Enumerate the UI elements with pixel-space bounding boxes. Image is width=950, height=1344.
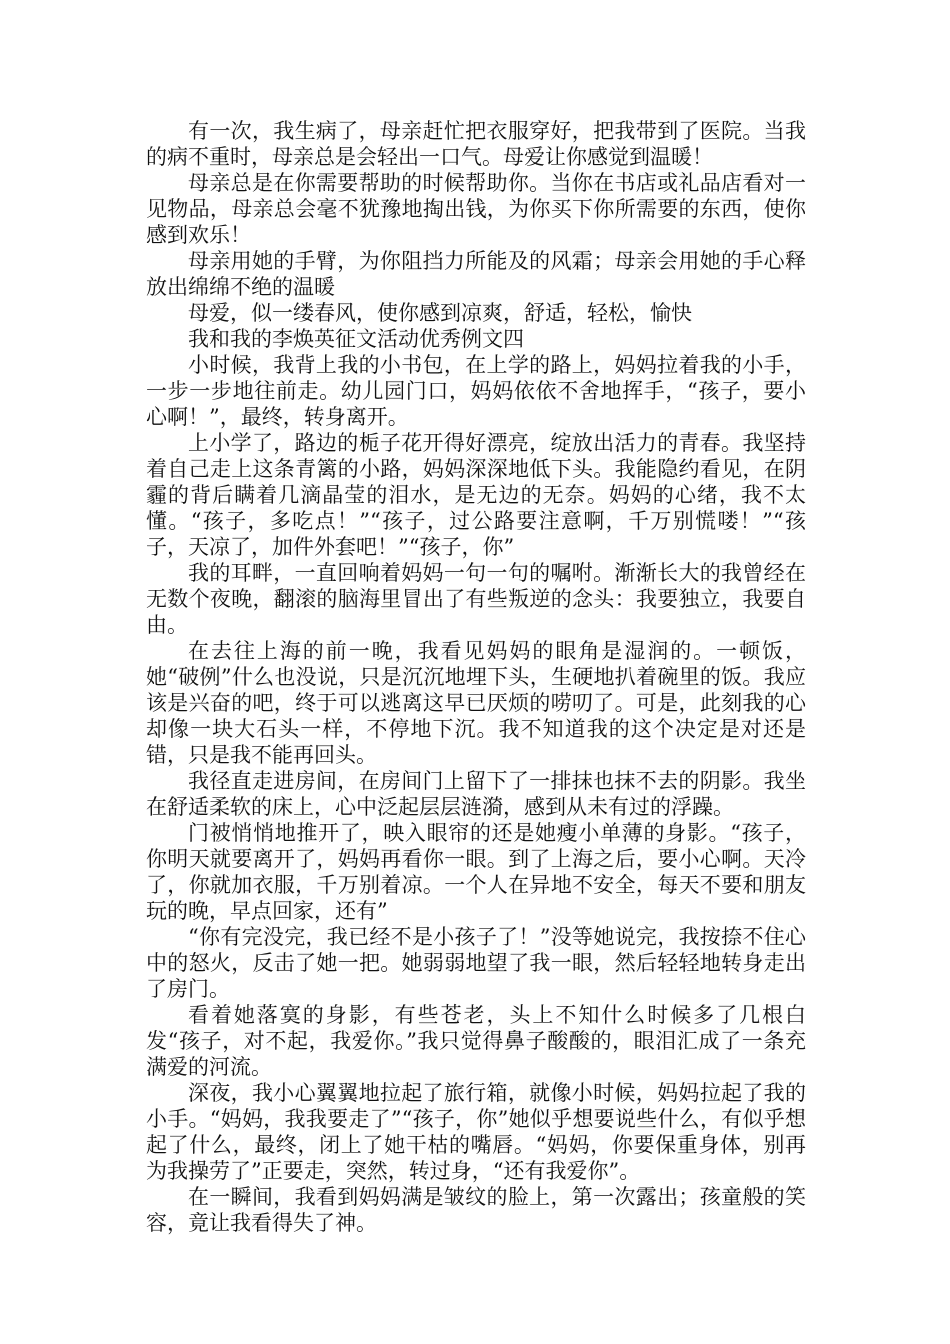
paragraph-12: 看着她落寞的身影，有些苍老，头上不知什么时候多了几根白发“孩子，对不起，我爱你。”我只觉得鼻子酸酸的，眼泪汇成了一条充满爱的河流。 [146,1003,806,1079]
paragraph-7: 我的耳畔，一直回响着妈妈一句一句的嘱咐。渐渐长大的我曾经在无数个夜晚，翻滚的脑海里冒出了有些叛逆的念头：我要独立，我要自由。 [146,561,806,637]
paragraph-10: 门被悄悄地推开了，映入眼帘的还是她瘦小单薄的身影。“孩子，你明天就要离开了，妈妈再看你一眼。到了上海之后，要小心啊。天冷了，你就加衣服，千万别着凉。一个人在异地不安全，每天不要和朋友玩的晚，早点回家，还有” [146,821,806,923]
paragraph-2: 母亲总是在你需要帮助的时候帮助你。当你在书店或礼品店看对一见物品，母亲总会毫不犹豫地掏出钱，为你买下你所需要的东西，使你感到欢乐！ [146,171,806,247]
paragraph-5: 小时候，我背上我的小书包，在上学的路上，妈妈拉着我的小手，一步一步地往前走。幼儿园门口，妈妈依依不舍地挥手，“孩子，要小心啊！”，最终，转身离开。 [146,353,806,429]
document-body [146,118,806,1236]
paragraph-6: 上小学了，路边的栀子花开得好漂亮，绽放出活力的青春。我坚持着自己走上这条青篱的小路，妈妈深深地低下头。我能隐约看见，在阴霾的背后瞒着几滴晶莹的泪水，是无边的无奈。妈妈的心绪，我不太懂。“孩子，多吃点！”“孩子，过公路要注意啊，千万别慌喽！”“孩子，天凉了，加件外套吧！”“孩子，你” [146,431,806,559]
paragraph-1: 有一次，我生病了，母亲赶忙把衣服穿好，把我带到了医院。当我的病不重时，母亲总是会轻出一口气。母爱让你感觉到温暖！ [146,119,806,169]
paragraph-13: 深夜，我小心翼翼地拉起了旅行箱，就像小时候，妈妈拉起了我的小手。“妈妈，我我要走了”“孩子，你”她似乎想要说些什么，有似乎想起了什么，最终，闭上了她干枯的嘴唇。“妈妈，你要保重身体，别再为我操劳了”正要走，突然，转过身，“还有我爱你”。 [146,1081,806,1183]
paragraph-11: “你有完没完，我已经不是小孩子了！”没等她说完，我按捺不住心中的怒火，反击了她一把。她弱弱地望了我一眼，然后轻轻地转身走出了房门。 [146,925,806,1001]
section-heading: 我和我的李焕英征文活动优秀例文四 [188,327,524,351]
paragraph-4: 母爱，似一缕春风，使你感到凉爽，舒适，轻松，愉快 [188,301,692,325]
paragraph-14: 在一瞬间，我看到妈妈满是皱纹的脸上，第一次露出；孩童般的笑容，竟让我看得失了神。 [146,1185,806,1235]
paragraph-3: 母亲用她的手臂，为你阻挡力所能及的风霜；母亲会用她的手心释放出绵绵不绝的温暖 [146,249,806,299]
paragraph-9: 我径直走进房间，在房间门上留下了一排抹也抹不去的阴影。我坐在舒适柔软的床上，心中泛起层层涟漪，感到从未有过的浮躁。 [146,769,806,819]
paragraph-8: 在去往上海的前一晚，我看见妈妈的眼角是湿润的。一顿饭，她“破例”什么也没说，只是沉沉地埋下头，生硬地扒着碗里的饭。我应该是兴奋的吧，终于可以逃离这早已厌烦的唠叨了。可是，此刻我的心却像一块大石头一样，不停地下沉。我不知道我的这个决定是对还是错，只是我不能再回头。 [146,639,806,767]
